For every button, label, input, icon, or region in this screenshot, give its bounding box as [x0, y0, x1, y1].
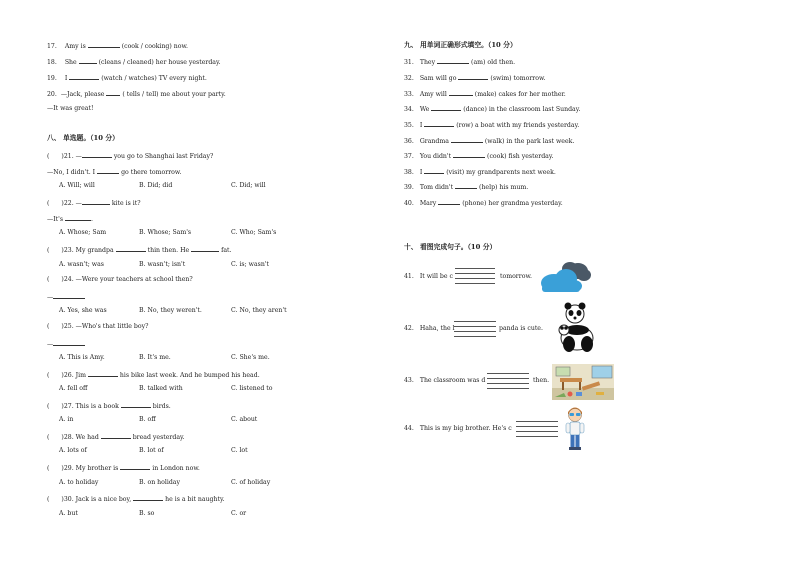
question-33: 33. Amy will (make) cakes for her mother. — [404, 91, 566, 98]
handwriting-lines[interactable] — [516, 421, 558, 437]
question-38: 38. I (visit) my grandparents next week. — [404, 169, 556, 176]
option-a[interactable]: A. fell off — [59, 385, 88, 392]
answer-blank[interactable] — [101, 432, 131, 439]
answer-blank[interactable] — [424, 120, 454, 127]
option-a[interactable]: A. but — [59, 510, 78, 517]
question-21: ( )21. — you go to Shanghai last Friday? — [47, 153, 214, 160]
answer-blank[interactable] — [79, 57, 97, 64]
answer-blank[interactable] — [455, 182, 477, 189]
answer-blank[interactable] — [116, 245, 146, 252]
option-b[interactable]: B. on holiday — [139, 479, 180, 486]
option-b[interactable]: B. It's me. — [139, 354, 171, 361]
messy-classroom-icon — [552, 364, 614, 400]
question-20: 20. —Jack, please ( tells / tell) me about your party. — [47, 91, 226, 98]
section-10-title: 十、 看图完成句子。（10 分） — [404, 243, 497, 251]
option-b[interactable]: B. so — [139, 510, 155, 517]
question-43: 43. The classroom was d — [404, 377, 486, 384]
option-b[interactable]: B. lot of — [139, 447, 164, 454]
option-c[interactable]: C. No, they aren't — [231, 307, 287, 314]
option-c[interactable]: C. Who; Sam's — [231, 229, 277, 236]
question-36: 36. Grandma (walk) in the park last week. — [404, 138, 575, 145]
option-c[interactable]: C. about — [231, 416, 258, 423]
option-a[interactable]: A. This is Amy. — [59, 354, 105, 361]
option-b[interactable]: B. talked with — [139, 385, 183, 392]
question-19: 19. I (watch / watches) TV every night. — [47, 75, 207, 82]
option-b[interactable]: B. wasn't; isn't — [139, 261, 186, 268]
question-26: ( )26. Jim his bike last week. And he bumped his head. — [47, 372, 260, 379]
option-a[interactable]: A. Yes, she was — [59, 307, 107, 314]
handwriting-lines[interactable] — [487, 373, 529, 389]
question-31: 31. They (am) old then. — [404, 59, 516, 66]
question-22-line2: —It's . — [47, 216, 93, 223]
option-a[interactable]: A. in — [59, 416, 74, 423]
option-c[interactable]: C. is; wasn't — [231, 261, 269, 268]
question-37: 37. You didn't (cook) fish yesterday. — [404, 153, 554, 160]
question-43-end: then. — [533, 377, 550, 384]
question-24: ( )24. —Were your teachers at school then? — [47, 276, 193, 283]
question-41-end: tomorrow. — [500, 273, 532, 280]
answer-blank[interactable] — [65, 214, 91, 221]
question-39: 39. Tom didn't (help) his mum. — [404, 184, 529, 191]
option-a[interactable]: A. lots of — [59, 447, 87, 454]
answer-blank[interactable] — [437, 57, 469, 64]
option-a[interactable]: A. to holiday — [59, 479, 99, 486]
cloud-icon — [538, 259, 592, 294]
answer-blank[interactable] — [431, 104, 461, 111]
answer-blank[interactable] — [458, 73, 488, 80]
question-17: 17. Amy is (cook / cooking) now. — [47, 43, 189, 50]
answer-blank[interactable] — [191, 245, 219, 252]
answer-blank[interactable] — [121, 401, 151, 408]
answer-blank[interactable] — [53, 339, 85, 346]
question-32: 32. Sam will go (swim) tomorrow. — [404, 75, 546, 82]
question-23: ( )23. My grandpa thin then. He fat. — [47, 247, 232, 254]
question-40: 40. Mary (phone) her grandma yesterday. — [404, 200, 563, 207]
option-c[interactable]: C. lot — [231, 447, 248, 454]
section-9-title: 九、 用单词正确形式填空。（10 分） — [404, 41, 517, 49]
answer-blank[interactable] — [106, 89, 120, 96]
handwriting-lines[interactable] — [455, 268, 495, 284]
answer-blank[interactable] — [438, 198, 460, 205]
option-c[interactable]: C. She's me. — [231, 354, 270, 361]
answer-blank[interactable] — [88, 370, 118, 377]
answer-blank[interactable] — [82, 151, 112, 158]
question-30: ( )30. Jack is a nice boy, he is a bit naughty. — [47, 496, 225, 503]
option-c[interactable]: C. listened to — [231, 385, 273, 392]
answer-blank[interactable] — [133, 494, 163, 501]
answer-blank[interactable] — [82, 198, 110, 205]
question-35: 35. I (row) a boat with my friends yesterday. — [404, 122, 580, 129]
answer-blank[interactable] — [88, 41, 120, 48]
answer-blank[interactable] — [451, 136, 483, 143]
question-24-line2: — — [47, 292, 85, 302]
question-29: ( )29. My brother is in London now. — [47, 465, 200, 472]
section-8-title: 八、 单选题。（10 分） — [47, 134, 119, 142]
question-21-line2: —No, I didn't. I go there tomorrow. — [47, 169, 182, 176]
question-18: 18. She (cleans / cleaned) her house yesterday. — [47, 59, 221, 66]
option-b[interactable]: B. Did; did — [139, 182, 173, 189]
answer-blank[interactable] — [120, 463, 150, 470]
option-b[interactable]: B. off — [139, 416, 156, 423]
question-27: ( )27. This is a book birds. — [47, 403, 171, 410]
option-c[interactable]: C. or — [231, 510, 247, 517]
question-34: 34. We (dance) in the classroom last Sunday. — [404, 106, 581, 113]
answer-blank[interactable] — [453, 151, 485, 158]
question-42: 42. Haha, the l — [404, 325, 455, 332]
question-44: 44. This is my big brother. He's c — [404, 425, 512, 432]
reply-20: —It was great! — [47, 105, 94, 112]
answer-blank[interactable] — [53, 292, 85, 299]
option-b[interactable]: B. No, they weren't. — [139, 307, 202, 314]
option-a[interactable]: A. wasn't; was — [59, 261, 104, 268]
question-28: ( )28. We had bread yesterday. — [47, 434, 185, 441]
option-a[interactable]: A. Whose; Sam — [59, 229, 107, 236]
option-b[interactable]: B. Whose; Sam's — [139, 229, 192, 236]
question-42-end: panda is cute. — [499, 325, 543, 332]
question-25-line2: — — [47, 339, 85, 349]
answer-blank[interactable] — [97, 167, 119, 174]
answer-blank[interactable] — [424, 167, 444, 174]
panda-icon — [555, 300, 597, 355]
question-25: ( )25. —Who's that little boy? — [47, 323, 149, 330]
question-41: 41. It will be c — [404, 273, 453, 280]
option-a[interactable]: A. Will; will — [59, 182, 95, 189]
answer-blank[interactable] — [449, 89, 473, 96]
option-c[interactable]: C. of holiday — [231, 479, 271, 486]
question-22: ( )22. — kite is it? — [47, 200, 141, 207]
boy-icon — [563, 403, 587, 451]
handwriting-lines[interactable] — [454, 321, 496, 337]
option-c[interactable]: C. Did; will — [231, 182, 266, 189]
answer-blank[interactable] — [69, 73, 99, 80]
